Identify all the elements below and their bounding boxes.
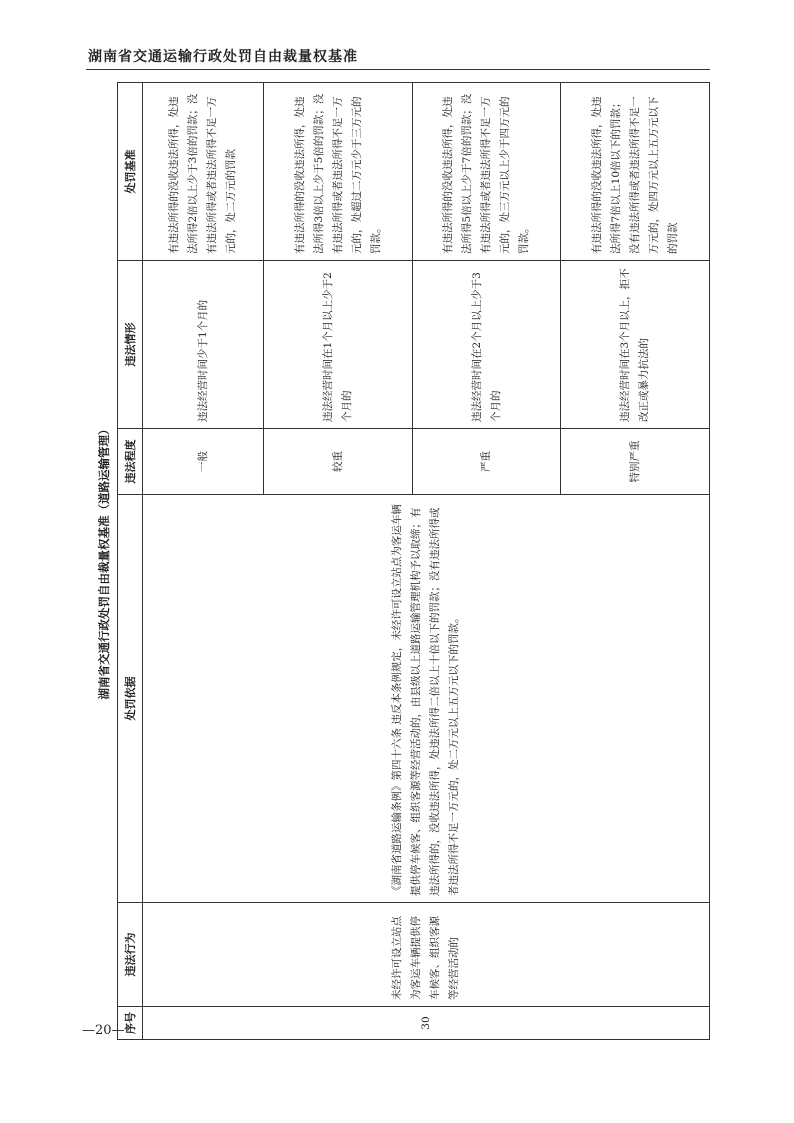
degree-cell: 一般 [143,429,264,495]
header-divider [86,69,710,70]
violation-act: 未经许可设立站点为客运车辆提供停车候客、组织客源等经营活动的 [143,903,710,1007]
standard-cell: 有违法所得的没收违法所得，处违法所得2倍以上少于3倍的罚款；没有违法所得或者违法所得不足一万元的，处二万元的罚款 [143,83,264,261]
page-number: —20— [82,1023,125,1038]
header-act: 违法行为 [118,903,143,1007]
rotated-table-region [93,83,710,1040]
degree-cell: 较重 [264,429,413,495]
table-caption: 湖南省交通行政处罚自由裁量权基准（道路运输管理） [97,423,111,700]
header-situation: 违法情形 [118,261,143,429]
degree-cell: 特别严重 [561,429,710,495]
header-degree: 违法程度 [118,429,143,495]
standard-cell: 有违法所得的没收违法所得，处违法所得3倍以上少于5倍的罚款；没有违法所得或者违法所得不足一万元的，处超过二万元少于三万元的罚款。 [264,83,413,261]
penalty-basis: 《湖南省道路运输条例》第四十六条 违反本条例规定，未经许可设立站点为客运车辆提供停车候客、组织客源等经营活动的，由县级以上道路运输管理机构予以取缔；有违法所得的，没收违法所得，处违法所得二倍以上十倍以下的罚款；没有违法所得或者违法所得不足一万元的，处二万元以上五万元以下的罚款。 [143,495,710,903]
situation-cell: 违法经营时间在3个月以上，拒不改正或暴力抗法的 [561,261,710,429]
standard-cell: 有违法所得的没收违法所得，处违法所得7倍以上10倍以下的罚款；没有违法所得或者违法所得不足一万元的，处四万元以上五万元以下的罚款 [561,83,710,261]
situation-cell: 违法经营时间在2个月以上少于3个月的 [412,261,561,429]
penalty-discretion-table [117,82,710,1040]
record-number: 30 [143,1007,710,1040]
situation-cell: 违法经营时间少于1个月的 [143,261,264,429]
situation-cell: 违法经营时间在1个月以上少于2个月的 [264,261,413,429]
degree-cell: 严重 [412,429,561,495]
table-header-row [118,83,143,1040]
header-basis: 处罚依据 [118,495,143,903]
document-header-title: 湖南省交通运输行政处罚自由裁量权基准 [88,49,358,65]
standard-cell: 有违法所得的没收违法所得，处违法所得5倍以上少于7倍的罚款；没有违法所得或者违法所得不足一万元的，处三万元以上少于四万元的罚款。 [412,83,561,261]
header-no: 序号 [118,1007,143,1040]
header-standard: 处罚基准 [118,83,143,261]
table-row [143,83,264,1040]
